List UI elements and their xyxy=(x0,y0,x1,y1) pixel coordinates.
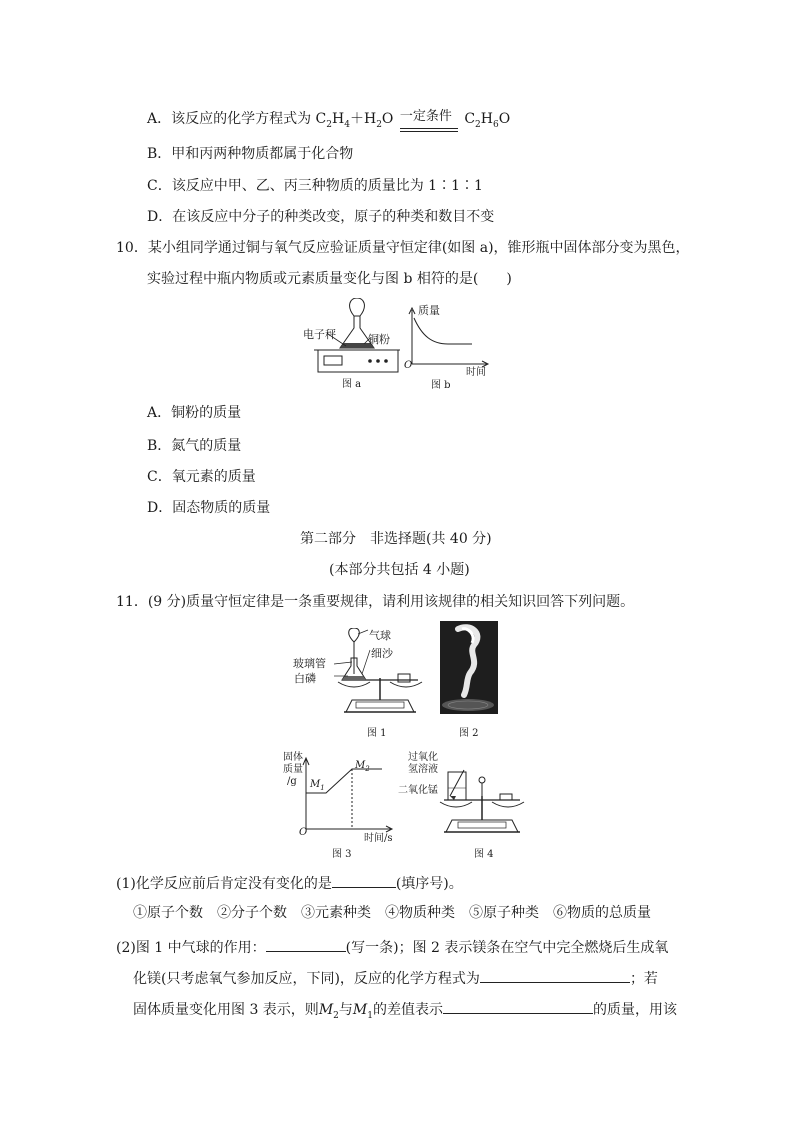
fig4-label-mno2: 二氧化锰 xyxy=(398,785,438,796)
q11-sub2-line1: (2)图 1 中气球的作用： (写一条)；图 2 表示镁条在空气中完全燃烧后生成氧 xyxy=(116,937,668,957)
q11-sub1: (1)化学反应前后肯定没有变化的是 (填序号)。 xyxy=(116,873,463,893)
fig2-caption: 图 2 xyxy=(459,728,479,739)
figure-3 xyxy=(300,755,396,835)
answer-blank-3[interactable] xyxy=(480,968,630,983)
fig-a-label-scale: 电子秤 xyxy=(303,328,336,341)
fig1-caption: 图 1 xyxy=(367,728,387,739)
fig1-label-balloon: 气球 xyxy=(369,629,391,642)
figure-2-photo xyxy=(440,621,498,714)
q11-sub1-options: ①原子个数 ②分子个数 ③元素种类 ④物质种类 ⑤原子种类 ⑥物质的总质量 xyxy=(133,905,651,921)
q9-option-b: B．甲和丙两种物质都属于化合物 xyxy=(147,146,354,162)
q10-stem-line1: 10．某小组同学通过铜与氧气反应验证质量守恒定律(如图 a)，锥形瓶中固体部分变为黑色， xyxy=(116,240,690,256)
q11-sub2-line3: 固体质量变化用图 3 表示，则$M_2$与$M_1$的差值表示 的质量，用该 xyxy=(133,999,677,1025)
q11-stem: 11．(9 分)质量守恒定律是一条重要规律，请利用该规律的相关知识回答下列问题。 xyxy=(116,594,635,610)
reaction-condition: 一定条件 xyxy=(398,116,460,134)
fig3-caption: 图 3 xyxy=(332,849,352,860)
q11-sub2-line2: 化镁(只考虑氧气参加反应，下同)，反应的化学方程式为 ；若 xyxy=(133,968,658,988)
figure-4 xyxy=(430,760,530,836)
q9-option-a: A．该反应的化学方程式为 $C_2H_4+H_2O$ 一定条件 $C_2H_6O$ xyxy=(147,110,510,134)
q9-option-c: C．该反应中甲、乙、丙三种物质的质量比为 1∶1∶1 xyxy=(147,178,483,194)
fig-a-label-powder: 铜粉 xyxy=(368,333,390,346)
q10-stem-line2: 实验过程中瓶内物质或元素质量变化与图 b 相符的是( ) xyxy=(147,271,512,287)
fig3-m2: $M_2$ xyxy=(355,760,370,773)
fig3-origin: O xyxy=(299,827,308,838)
fig3-xlabel: 时间/s xyxy=(364,833,393,844)
fig1-label-tube: 玻璃管 xyxy=(293,657,326,670)
q10-option-c: C．氧元素的质量 xyxy=(147,469,256,485)
section2-subtitle: (本部分共包括 4 小题) xyxy=(329,562,470,578)
fig4-caption: 图 4 xyxy=(474,849,494,860)
q10-option-b: B．氮气的质量 xyxy=(147,438,242,454)
fig3-m1: $M_1$ xyxy=(310,779,325,792)
answer-blank-1[interactable] xyxy=(332,873,396,888)
fig1-label-phosphorus: 白磷 xyxy=(294,672,316,685)
q10-option-a: A．铜粉的质量 xyxy=(147,405,242,421)
answer-blank-2[interactable] xyxy=(266,937,346,952)
q10-option-d: D．固态物质的质量 xyxy=(147,500,271,516)
fig-b-origin: O xyxy=(404,360,413,371)
q9-option-d: D．在该反应中分子的种类改变，原子的种类和数目不变 xyxy=(147,209,495,225)
fig1-label-sand: 细沙 xyxy=(371,647,393,660)
fig4-label-h2o2: 过氧化 氢溶液 xyxy=(408,752,438,775)
fig-b-xlabel: 时间 xyxy=(466,367,486,378)
section2-title: 第二部分 非选择题(共 40 分) xyxy=(300,531,492,547)
fig-b-caption: 图 b xyxy=(431,380,451,391)
fig3-ylabel: 固体 质量 /g xyxy=(283,752,303,787)
fig-b-ylabel: 质量 xyxy=(418,304,440,317)
answer-blank-4[interactable] xyxy=(443,999,593,1014)
fig-a-caption: 图 a xyxy=(342,379,362,390)
